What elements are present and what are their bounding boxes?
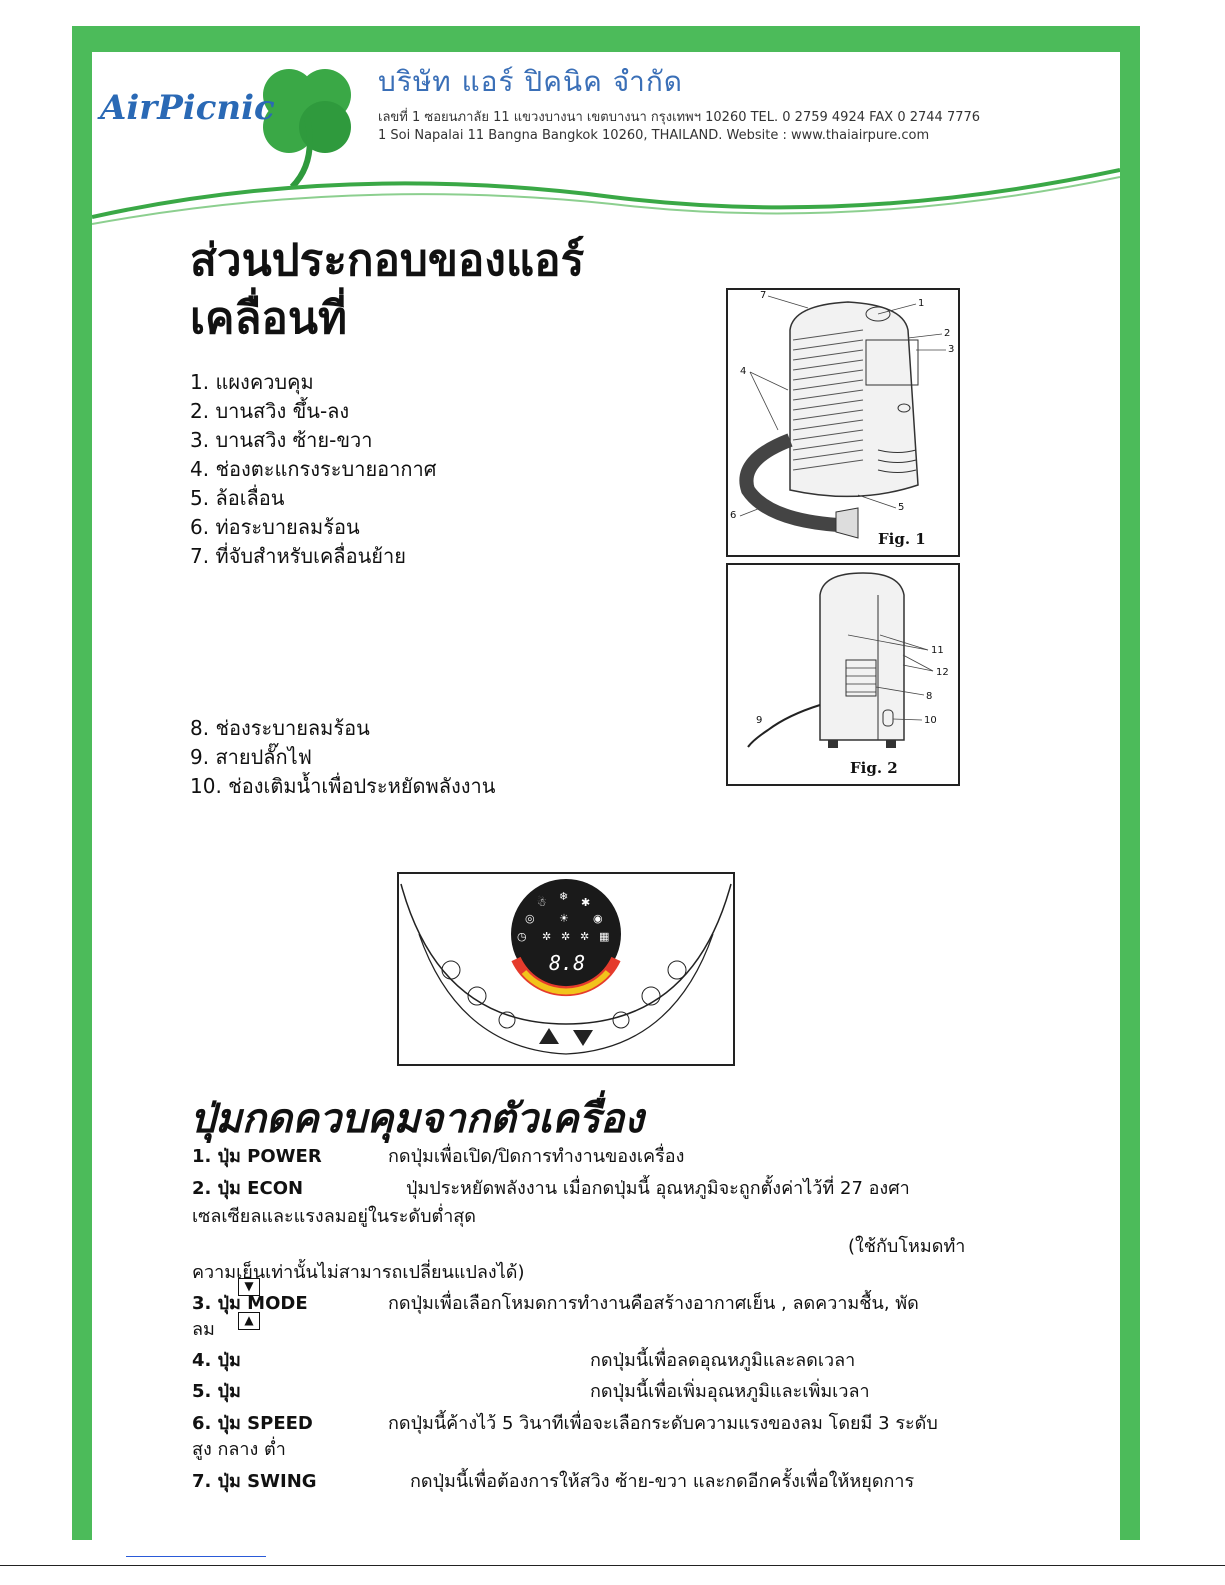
swing-label: 7. ปุ่ม SWING: [192, 1471, 317, 1492]
econ-label: 2. ปุ่ม ECON: [192, 1178, 304, 1199]
up-button-label: 5. ปุ่ม: [192, 1381, 241, 1402]
address-english: 1 Soi Napalai 11 Bangna Bangkok 10260, THAILAND. Website : www.thaiairpure.com: [378, 128, 930, 143]
svg-text:✲: ✲: [580, 930, 590, 943]
parts-title-line2: เคลื่อนที่: [190, 293, 347, 344]
control-7-desc: กดปุ่มนี้เพื่อต้องการให้สวิง ซ้าย-ขวา และกดอีกครั้งเพื่อให้หยุดการ: [410, 1471, 915, 1492]
display-readout: 8.8: [549, 951, 586, 975]
figure-1-label: Fig. 1: [878, 530, 926, 548]
control-5-desc: กดปุ่มนี้เพื่อเพิ่มอุณหภูมิและเพิ่มเวลา: [590, 1381, 870, 1402]
figure-2-label: Fig. 2: [850, 759, 898, 777]
control-6-cont: สูง กลาง ต่ำ: [192, 1439, 286, 1460]
figure-2: [726, 563, 960, 786]
parts-list-a: [190, 368, 436, 571]
list-item: 2. บานสวิง ขึ้น-ลง: [190, 399, 350, 423]
parts-title: [190, 232, 710, 348]
down-button-label: 4. ปุ่ม: [192, 1350, 241, 1371]
power-label: 1. ปุ่ม POWER: [192, 1146, 322, 1167]
list-item: 1. แผงควบคุม: [190, 370, 314, 394]
page-frame-top: [72, 26, 1140, 52]
page-bottom-rule: [0, 1565, 1225, 1566]
list-item: 6. ท่อระบายลมร้อน: [190, 515, 360, 539]
callout: 11: [931, 645, 944, 656]
svg-text:✲: ✲: [542, 930, 552, 943]
callout: 2: [944, 328, 951, 339]
header-swoosh: [92, 170, 1120, 217]
up-arrow-icon: ▲: [238, 1312, 260, 1330]
callout: 3: [948, 344, 955, 355]
svg-text:◉: ◉: [593, 912, 603, 925]
control-7-label: [192, 1469, 317, 1495]
control-2-label: [192, 1176, 303, 1202]
mode-label: 3. ปุ่ม MODE: [192, 1293, 308, 1314]
svg-text:✲: ✲: [561, 930, 571, 943]
list-item: 5. ล้อเลื่อน: [190, 486, 285, 510]
clover-logo-icon: [263, 69, 351, 187]
company-name: บริษัท แอร์ ปิคนิค จำกัด: [378, 65, 683, 98]
control-3-cont: ลม: [192, 1319, 215, 1340]
svg-text:▦: ▦: [599, 930, 610, 943]
svg-text:☀: ☀: [559, 912, 569, 925]
list-item: 3. บานสวิง ซ้าย-ขวา: [190, 428, 373, 452]
down-arrow-icon: ▼: [238, 1278, 260, 1296]
control-1-label: [192, 1144, 322, 1170]
callout: 5: [898, 502, 905, 513]
callout: 10: [924, 715, 937, 726]
control-2-desc: ปุ่มประหยัดพลังงาน เมื่อกดปุ่มนี้ อุณหภูมิจะถูกตั้งค่าไว้ที่ 27 องศา: [406, 1178, 910, 1199]
company-logo: AirPicnic: [100, 88, 275, 128]
speed-label: 6. ปุ่ม SPEED: [192, 1413, 313, 1434]
svg-text:◷: ◷: [517, 930, 527, 943]
control-panel-diagram: [397, 872, 735, 1066]
control-panel-illustration: [399, 874, 733, 1064]
control-6-label: [192, 1411, 313, 1437]
page-frame-right: [1120, 26, 1140, 1540]
callout: 9: [756, 715, 763, 726]
control-2-note: (ใช้กับโหมดทำ: [848, 1236, 966, 1257]
callout: 7: [760, 290, 767, 301]
control-4-label: [192, 1348, 241, 1374]
air-conditioner-front-illustration: [728, 290, 958, 555]
list-item: 8. ช่องระบายลมร้อน: [190, 716, 370, 740]
list-item: 10. ช่องเติมน้ำเพื่อประหยัดพลังงาน: [190, 774, 496, 798]
control-5-label: [192, 1379, 241, 1405]
callout: 8: [926, 691, 933, 702]
svg-text:✱: ✱: [581, 896, 591, 909]
list-item: 9. สายปลั๊กไฟ: [190, 745, 312, 769]
air-conditioner-back-illustration: [728, 565, 958, 784]
page-frame-left: [72, 26, 92, 1540]
control-2-cont: เซลเซียลและแรงลมอยู่ในระดับต่ำสุด: [192, 1206, 476, 1227]
parts-title-line1: ส่วนประกอบของแอร์: [190, 235, 585, 286]
callout: 6: [730, 510, 737, 521]
list-item: 4. ช่องตะแกรงระบายอากาศ: [190, 457, 437, 481]
control-4-desc: กดปุ่มนี้เพื่อลดอุณหภูมิและลดเวลา: [590, 1350, 856, 1371]
address-thai: เลขที่ 1 ซอยนภาลัย 11 แขวงบางนา เขตบางนา กรุงเทพฯ 10260 TEL. 0 2759 4924 FAX 0 2744 7776: [378, 110, 981, 125]
svg-text:❄: ❄: [559, 890, 569, 903]
figure-1: [726, 288, 960, 557]
svg-text:☃: ☃: [537, 896, 547, 909]
link-underline: [126, 1556, 266, 1557]
callout: 4: [740, 366, 747, 377]
control-1-desc: กดปุ่มเพื่อเปิด/ปิดการทำงานของเครื่อง: [388, 1146, 685, 1167]
callout: 1: [918, 298, 925, 309]
control-6-desc: กดปุ่มนี้ค้างไว้ 5 วินาทีเพื่อจะเลือกระดับความแรงของลม โดยมี 3 ระดับ: [388, 1413, 938, 1434]
control-3-desc: กดปุ่มเพื่อเลือกโหมดการทำงานคือสร้างอากาศเย็น , ลดความชื้น, พัด: [388, 1293, 919, 1314]
callout: 12: [936, 667, 949, 678]
parts-list-b: [190, 714, 495, 801]
svg-text:◎: ◎: [525, 912, 535, 925]
controls-title: ปุ่มกดควบคุมจากตัวเครื่อง: [190, 1096, 644, 1142]
control-2-note-cont: ความเย็นเท่านั้นไม่สามารถเปลี่ยนแปลงได้): [192, 1262, 525, 1283]
list-item: 7. ที่จับสำหรับเคลื่อนย้าย: [190, 544, 406, 568]
